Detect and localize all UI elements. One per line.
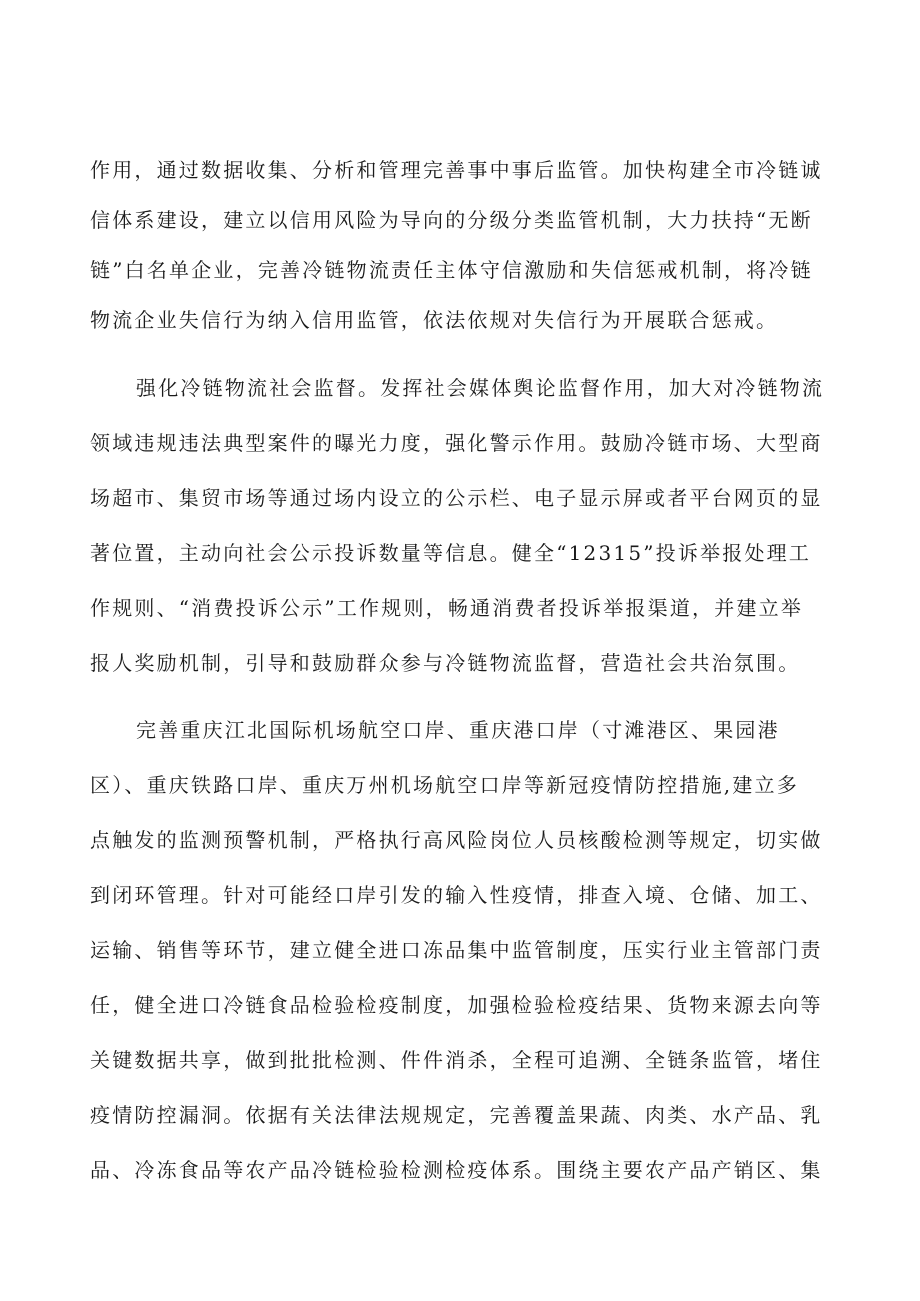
text-line: 品、冷冻食品等农产品冷链检验检测检疫体系。围绕主要农产品产销区、集 [90,1158,823,1182]
text-line: 报人奖励机制，引导和鼓励群众参与冷链物流监督，营造社会共治氛围。 [90,651,801,675]
text-line: 作用，通过数据收集、分析和管理完善事中事后监管。加快构建全市冷链诚 [90,158,823,182]
text-line: 任，健全进口冷链食品检验检疫制度，加强检验检疫结果、货物来源去向等 [90,993,823,1017]
text-line: 完善重庆江北国际机场航空口岸、重庆港口岸（寸滩港区、果园港 [136,718,780,742]
text-line: 区）、重庆铁路口岸、重庆万州机场航空口岸等新冠疫情防控措施,建立多 [90,773,799,797]
text-line: 疫情防控漏洞。依据有关法律法规规定，完善覆盖果蔬、肉类、水产品、乳 [90,1103,823,1127]
text-line: 运输、销售等环节，建立健全进口冻品集中监管制度，压实行业主管部门责 [90,938,823,962]
text-line: 强化冷链物流社会监督。发挥社会媒体舆论监督作用，加大对冷链物流 [136,376,825,400]
text-line: 信体系建设，建立以信用风险为导向的分级分类监管机制，大力扶持“无断 [90,208,813,232]
text-line: 著位置，主动向社会公示投诉数量等信息。健全“12315”投诉举报处理工 [90,541,812,565]
text-line: 领域违规违法典型案件的曝光力度，强化警示作用。鼓励冷链市场、大型商 [90,431,823,455]
text-line: 链”白名单企业，完善冷链物流责任主体守信激励和失信惩戒机制，将冷链 [90,258,813,282]
text-line: 点触发的监测预警机制，严格执行高风险岗位人员核酸检测等规定，切实做 [90,828,823,852]
text-line: 到闭环管理。针对可能经口岸引发的输入性疫情，排查入境、仓储、加工、 [90,883,823,907]
text-line: 物流企业失信行为纳入信用监管，依法依规对失信行为开展联合惩戒。 [90,308,779,332]
text-line: 作规则、“消费投诉公示”工作规则，畅通消费者投诉举报渠道，并建立举 [90,596,804,620]
text-line: 场超市、集贸市场等通过场内设立的公示栏、电子显示屏或者平台网页的显 [90,486,823,510]
text-line: 关键数据共享，做到批批检测、件件消杀，全程可追溯、全链条监管，堵住 [90,1048,823,1072]
